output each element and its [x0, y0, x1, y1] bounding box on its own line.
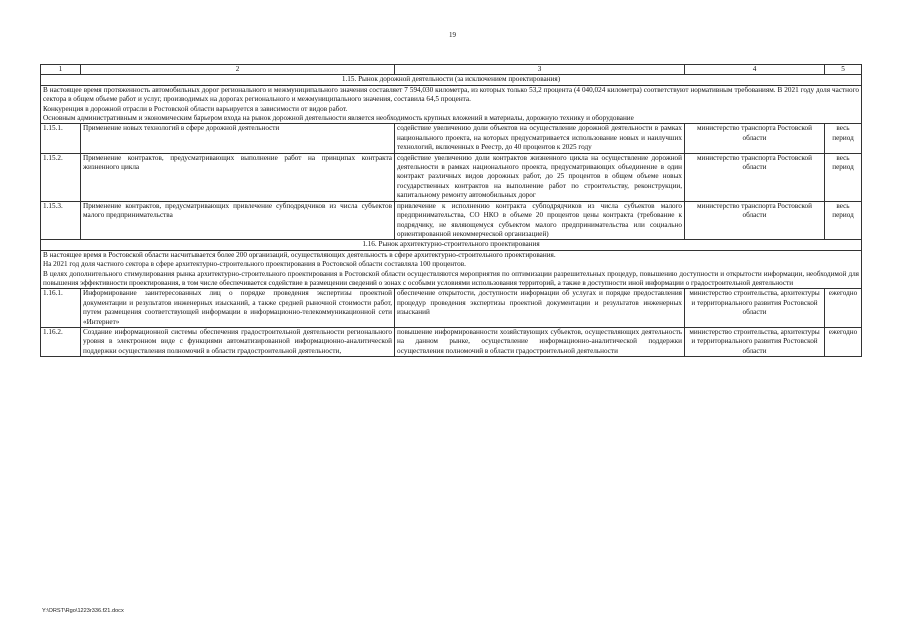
section-title-row [41, 75, 862, 85]
responsible-executor: министерство транспорта Ростовской области [685, 201, 825, 240]
measure-name: Применение контрактов, предусматривающих выполнение работ на принципах контракта жизненного цикла [81, 153, 395, 201]
measure-number: 1.15.3. [41, 201, 81, 240]
expected-result: привлечение к исполнению контракта субподрядчиков из числа субъектов малого предпринимательства, СО НКО в объеме 20 процентов цены контракта (требование к подрядчику, не являющемуся субъектом малого предпринимательства или социально ориентированной некоммерческой организацией) [395, 201, 685, 240]
measure-number: 1.16.1. [41, 289, 81, 328]
measure-name: Создание информационной системы обеспечения градостроительной деятельности регионального уровня в электронном виде с функциями автоматизированной информационно-аналитической поддержки осуществления полномочий в области градостроительной деятельности, [81, 327, 395, 356]
table-body [41, 65, 862, 357]
section-description [41, 250, 862, 289]
column-number: 3 [395, 65, 685, 75]
section-description-row [41, 85, 862, 124]
column-number-row [41, 65, 862, 75]
implementation-term: весь период [825, 124, 862, 153]
responsible-executor: министерство строительства, архитектуры и территориального развития Ростовской области [685, 289, 825, 328]
expected-result: повышение информированности хозяйствующих субъектов, осуществляющих деятельность на данном рынке, осуществление информационно-аналитической поддержки осуществления полномочий в области градостроительной деятельности [395, 327, 685, 356]
implementation-term: весь период [825, 201, 862, 240]
measures-table [40, 64, 862, 357]
responsible-executor: министерство строительства, архитектуры и территориального развития Ростовской области [685, 327, 825, 356]
table-row [41, 327, 862, 356]
section-paragraph: В целях дополнительного стимулирования рынка архитектурно-строительного проектирования в Ростовской области осуществляются мероприятия по оптимизации разрешительных процедур, повышению доступности и открытости информации, необходимой для повышения эффективности проектирования, в том числе обеспечивается содействие в размещении сведений о зонах с особыми условиями использования территорий, а также в доступности иной информации о градостроительной деятельности [43, 269, 859, 287]
measure-number: 1.16.2. [41, 327, 81, 356]
page-number: 19 [449, 31, 456, 39]
table-row [41, 289, 862, 328]
section-title: 1.15. Рынок дорожной деятельности (за исключением проектирования) [41, 75, 862, 85]
expected-result: содействие увеличению доли контрактов жизненного цикла на осуществление дорожной деятельности в рамках национального проекта, предусматривающих объединение в один контракт различных видов дорожных работ, до 25 процентов в общем объеме новых государственных контрактов на выполнение работ по строительству, реконструкции, капитальному ремонту автомобильных дорог [395, 153, 685, 201]
table-row [41, 124, 862, 153]
section-title-row [41, 240, 862, 250]
column-number: 5 [825, 65, 862, 75]
responsible-executor: министерство транспорта Ростовской области [685, 153, 825, 201]
section-description-row [41, 250, 862, 289]
column-number: 1 [41, 65, 81, 75]
file-path-footer: Y:\ORST\Rgo\1223r336.f21.docx [42, 608, 124, 614]
measure-number: 1.15.1. [41, 124, 81, 153]
column-number: 2 [81, 65, 395, 75]
section-description [41, 85, 862, 124]
implementation-term: ежегодно [825, 289, 862, 328]
measure-name: Информирование заинтересованных лиц о порядке проведения экспертизы проектной документации и результатов инженерных изысканий, а также средней рыночной стоимости работ, путем размещения соответствующей информации в информационно-телекоммуникационной сети «Интернет» [81, 289, 395, 328]
section-paragraph: Основным административным и экономическим барьером входа на рынок дорожной деятельности является необходимость крупных вложений в материалы, дорожную технику и оборудование [43, 114, 634, 123]
section-title: 1.16. Рынок архитектурно-строительного проектирования [41, 240, 862, 250]
measure-name: Применение новых технологий в сфере дорожной деятельности [81, 124, 395, 153]
measure-name: Применение контрактов, предусматривающих привлечение субподрядчиков из числа субъектов малого предпринимательства [81, 201, 395, 240]
implementation-term: весь период [825, 153, 862, 201]
section-paragraph: На 2021 год доля частного сектора в сфере архитектурно-строительного проектирования в Ростовской области составляла 100 процентов. [43, 260, 466, 269]
expected-result: содействие увеличению доли объектов на осуществление дорожной деятельности в рамках национального проекта, на которых предусматривается использование новых и наилучших технологий, включенных в Реестр, до 40 процентов к 2025 году [395, 124, 685, 153]
section-paragraph: В настоящее время протяженность автомобильных дорог регионального и межмуниципального значения составляет 7 594,030 километра, из которых только 53,2 процента (4 040,024 километра) соответствуют нормативным требованиям. В 2021 году доля частного сектора в общем объеме работ и услуг, производимых на дорогах регионального и межмуниципального значения, составила 64,5 процента. [43, 85, 859, 104]
expected-result: обеспечение открытости, доступности информации об услугах и порядке предоставления процедур проведения экспертизы проектной документации и результатов инженерных изысканий [395, 289, 685, 328]
column-number: 4 [685, 65, 825, 75]
section-paragraph: Конкуренция в дорожной отрасли в Ростовской области варьируется в зависимости от видов работ. [43, 104, 348, 113]
table-row [41, 153, 862, 201]
section-paragraph: В настоящее время в Ростовской области насчитывается более 200 организаций, осуществляющих деятельность в сфере архитектурно-строительного проектирования. [43, 250, 556, 259]
table-row [41, 201, 862, 240]
measure-number: 1.15.2. [41, 153, 81, 201]
implementation-term: ежегодно [825, 327, 862, 356]
responsible-executor: министерство транспорта Ростовской области [685, 124, 825, 153]
